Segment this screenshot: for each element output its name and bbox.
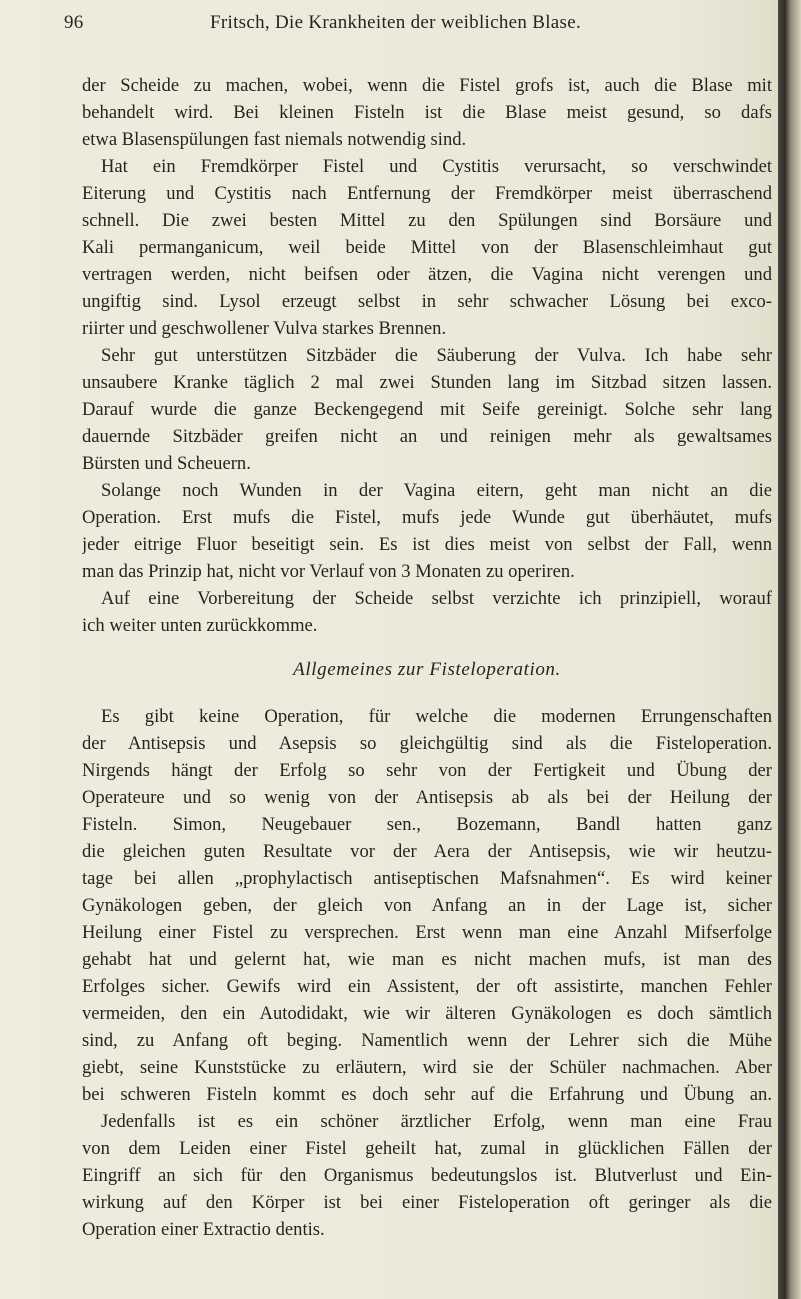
text-line: Solange noch Wunden in der Vagina eitern, geht man nicht an die bbox=[101, 480, 772, 501]
text-line: Gynäkologen geben, der gleich von Anfang an in der Lage ist, sicher bbox=[82, 895, 772, 916]
text-line: Jedenfalls ist es ein schöner ärztlicher Erfolg, wenn man eine Frau bbox=[101, 1111, 772, 1132]
text-line: Hat ein Fremdkörper Fistel und Cystitis verursacht, so verschwindet bbox=[101, 156, 772, 177]
text-line: Operation. Erst mufs die Fistel, mufs jede Wunde gut überhäutet, mufs bbox=[82, 507, 772, 528]
text-line: ungiftig sind. Lysol erzeugt selbst in sehr schwacher Lösung bei exco- bbox=[82, 291, 772, 312]
text-line: dauernde Sitzbäder greifen nicht an und reinigen mehr als gewaltsames bbox=[82, 426, 772, 447]
text-line: vertragen werden, nicht beifsen oder ätzen, die Vagina nicht verengen und bbox=[82, 264, 772, 285]
text-line: vermeiden, den ein Autodidakt, wie wir älteren Gynäkologen es doch sämtlich bbox=[82, 1003, 772, 1024]
text-line: tage bei allen „prophylactisch antiseptischen Mafsnahmen“. Es wird keiner bbox=[82, 868, 772, 889]
text-line: die gleichen guten Resultate vor der Aera der Antisepsis, wie wir heutzu- bbox=[82, 841, 772, 862]
text-line: Operation einer Extractio dentis. bbox=[82, 1219, 325, 1240]
text-line: ich weiter unten zurückkomme. bbox=[82, 615, 318, 636]
text-line: Kali permanganicum, weil beide Mittel von der Blasenschleimhaut gut bbox=[82, 237, 772, 258]
text-line: riirter und geschwollener Vulva starkes Brennen. bbox=[82, 318, 447, 339]
text-line: bei schweren Fisteln kommt es doch sehr auf die Erfahrung und Übung an. bbox=[82, 1084, 772, 1105]
text-line: der Scheide zu machen, wobei, wenn die Fistel grofs ist, auch die Blase mit bbox=[82, 75, 772, 96]
text-line: unsaubere Kranke täglich 2 mal zwei Stunden lang im Sitzbad sitzen lassen. bbox=[82, 372, 772, 393]
text-line: von dem Leiden einer Fistel geheilt hat, zumal in glücklichen Fällen der bbox=[82, 1138, 772, 1159]
text-line: giebt, seine Kunststücke zu erläutern, wird sie der Schüler nachmachen. Aber bbox=[82, 1057, 772, 1078]
text-line: Heilung einer Fistel zu versprechen. Erst wenn man eine Anzahl Mifserfolge bbox=[82, 922, 772, 943]
text-line: Fisteln. Simon, Neugebauer sen., Bozemann, Bandl hatten ganz bbox=[82, 814, 772, 835]
text-line: Nirgends hängt der Erfolg so sehr von der Fertigkeit und Übung der bbox=[82, 760, 772, 781]
text-line: schnell. Die zwei besten Mittel zu den Spülungen sind Borsäure und bbox=[82, 210, 772, 231]
page-number: 96 bbox=[64, 12, 84, 33]
text-line: Sehr gut unterstützen Sitzbäder die Säuberung der Vulva. Ich habe sehr bbox=[101, 345, 772, 366]
text-line: sind, zu Anfang oft beging. Namentlich wenn der Lehrer sich die Mühe bbox=[82, 1030, 772, 1051]
text-line: Darauf wurde die ganze Beckengegend mit Seife gereinigt. Solche sehr lang bbox=[82, 399, 772, 420]
text-line: wirkung auf den Körper ist bei einer Fisteloperation oft geringer als die bbox=[82, 1192, 772, 1213]
text-line: gehabt hat und gelernt hat, wie man es nicht machen mufs, ist man des bbox=[82, 949, 772, 970]
text-line: jeder eitrige Fluor beseitigt sein. Es ist dies meist von selbst der Fall, wenn bbox=[82, 534, 772, 555]
text-line: Eingriff an sich für den Organismus bedeutungslos ist. Blutverlust und Ein- bbox=[82, 1165, 772, 1186]
page-header bbox=[64, 8, 764, 36]
text-line: man das Prinzip hat, nicht vor Verlauf von 3 Monaten zu operiren. bbox=[82, 561, 575, 582]
text-line: Bürsten und Scheuern. bbox=[82, 453, 251, 474]
text-line: der Antisepsis und Asepsis so gleichgültig sind als die Fisteloperation. bbox=[82, 733, 772, 754]
text-line: Operateure und so wenig von der Antisepsis ab als bei der Heilung der bbox=[82, 787, 772, 808]
text-line: behandelt wird. Bei kleinen Fisteln ist die Blase meist gesund, so dafs bbox=[82, 102, 772, 123]
text-line: Auf eine Vorbereitung der Scheide selbst verzichte ich prinzipiell, worauf bbox=[101, 588, 772, 609]
book-gutter bbox=[778, 0, 801, 1299]
running-title: Fritsch, Die Krankheiten der weiblichen Blase. bbox=[210, 12, 581, 33]
section-heading: Allgemeines zur Fisteloperation. bbox=[293, 659, 561, 680]
text-line: etwa Blasenspülungen fast niemals notwendig sind. bbox=[82, 129, 467, 150]
text-line: Erfolges sicher. Gewifs wird ein Assistent, der oft assistirte, manchen Fehler bbox=[82, 976, 772, 997]
text-line: Es gibt keine Operation, für welche die modernen Errungenschaften bbox=[101, 706, 772, 727]
text-line: Eiterung und Cystitis nach Entfernung der Fremdkörper meist überraschend bbox=[82, 183, 772, 204]
